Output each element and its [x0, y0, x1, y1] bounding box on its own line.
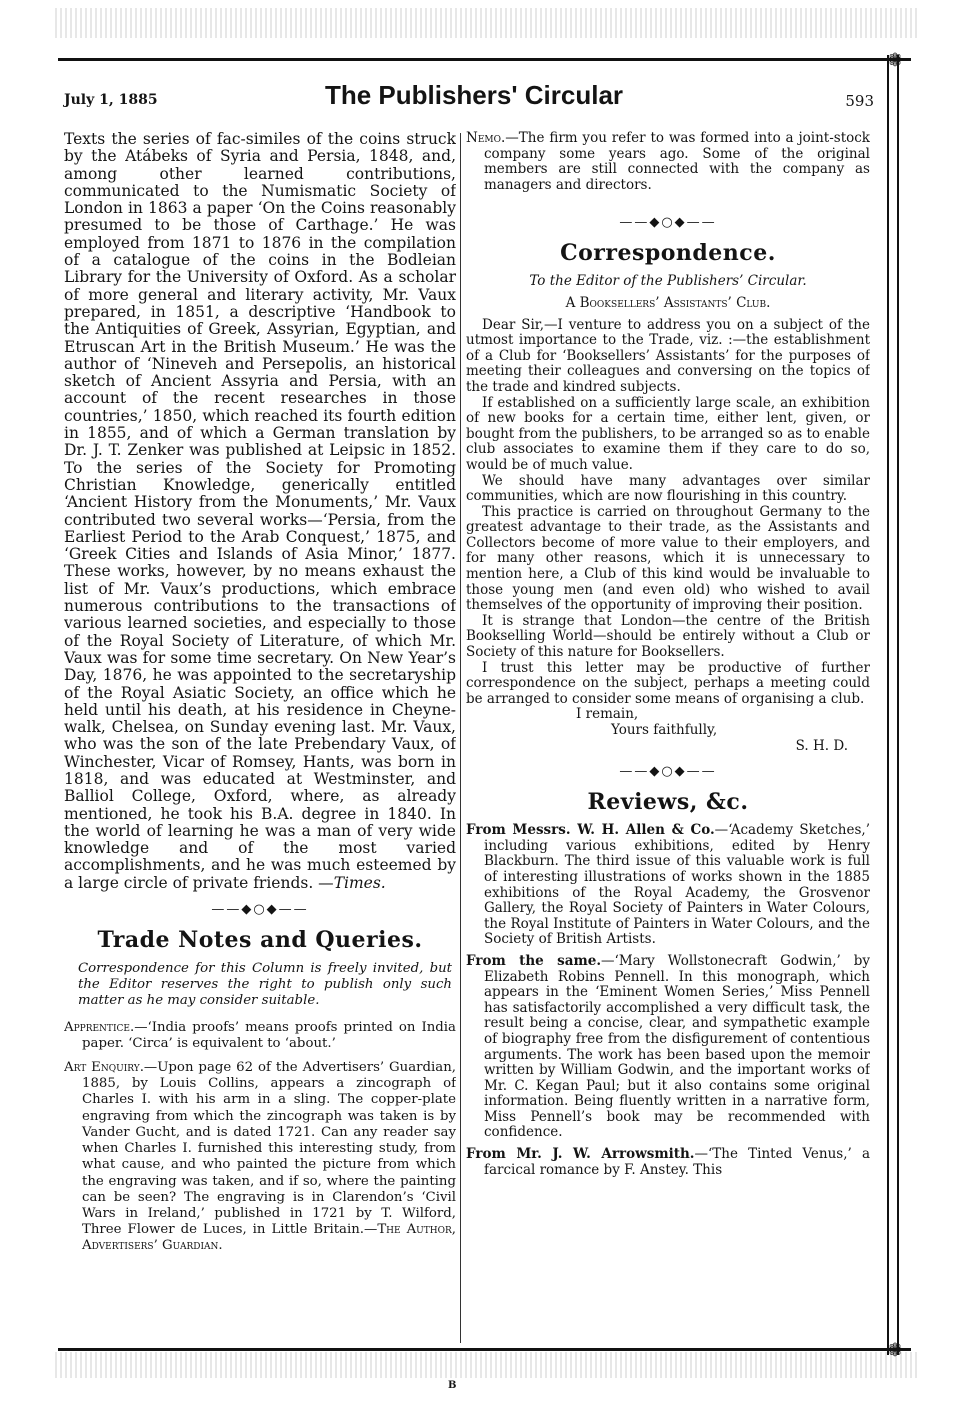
correspondence-heading: Correspondence. [560, 240, 776, 267]
top-rule [58, 58, 911, 61]
obituary-paragraph [64, 131, 456, 892]
nemo-label: Nemo. [466, 131, 506, 146]
nemo-reply [466, 131, 870, 193]
art-enquiry [64, 1060, 456, 1254]
obituary-source: Times. [333, 873, 386, 892]
letter-closing: I remain, [576, 706, 639, 723]
trade-intro: Correspondence for this Column is freely invited, but the Editor reserves the right to publish only such matter as he may consider suitable. [78, 961, 452, 1009]
art-enquiry-signature: The Author, Advertisers’ Guardian. [82, 1222, 456, 1254]
top-print-texture [55, 8, 919, 38]
corner-ornament-icon: ❁ [887, 1340, 903, 1361]
section-divider: ——◆○◆—— [619, 764, 717, 780]
review-entry [466, 1147, 870, 1178]
review-text: —‘The Tinted Venus,’ a farcical romance by F. Anstey. This [484, 1146, 870, 1178]
art-enquiry-label: Art Enquiry. [64, 1060, 144, 1076]
apprentice-text: —‘India proofs’ means proofs printed on India paper. ‘Circa’ is equivalent to ‘about.’ [82, 1019, 456, 1051]
review-entry [466, 954, 870, 1141]
review-entry [466, 823, 870, 948]
page-title: The Publishers' Circular [324, 80, 624, 110]
letter-paragraph: If established on a sufficiently large scale, an exhibition of new books for a certain time, either lent, given, or bought from the publishers, to be arranged so as to enable club associates to examine them if they care to do so, would be of much value. [466, 394, 870, 473]
review-text: —‘Mary Wollstonecraft Godwin,’ by Elizabeth Robins Pennell. In this monograph, which appears in the ‘Eminent Women Series,’ Miss Pennell has satisfactorily accomplished a very difficult task, the result being a concise, clear, and sympathetic example of biography free from the disfigurement of contentious arguments. The work has been based upon the memoir written by William Godwin, and the important works of Mr. C. Kegan Paul; but it also contains some original information. Being fluently written in a narrative form, Miss Pennell’s book may be recommended with confidence. [484, 952, 870, 1141]
page-header [64, 80, 884, 120]
signature-mark: B [448, 1380, 457, 1391]
nemo-text: —The firm you refer to was formed into a joint-stock company some years ago. Some of the original members are still connected with the company as managers and directors. [484, 131, 870, 193]
letter-paragraph: It is strange that London—the centre of the British Bookselling World—should be entirely without a Club or Society of this nature for Booksellers. [466, 612, 870, 661]
review-text: —‘Academy Sketches,’ including various exhibitions, edited by Henry Blackburn. The third issue of this valuable work is full of interesting illustrations of works shown in the 1885 exhibitions of the Royal Academy, the Grosvenor Gallery, the Royal Society of Painters in Water Colours, the Royal Institute of Painters in Water Colours, and the Society of British Artists. [484, 822, 870, 948]
art-enquiry-text: —Upon page 62 of the Advertisers’ Guardian, 1885, by Louis Collins, appears a zincograph of Charles I. with his arm in a sling. The copper-plate engraving from which the zincograph was taken is by Vander Gucht, and is dated 1721. Can any reader say when Charles I. furnished this interesting study, from what cause, and who painted the picture from which the engraving was taken, and if so, where the painting can be seen? The engraving is in Clarendon’s ‘Civil Wars in Ireland,’ published in 1721 by T. Wilford, Three Flower de Luces, in Little Britain.— [82, 1060, 456, 1238]
reviews-heading: Reviews, &c. [587, 789, 749, 816]
page-number: 593 [845, 92, 874, 110]
obituary-text: Texts the series of fac-similes of the coins struck by the Atábeks of Syria and Persia, 1848, and, among other learned contributions, communicated to the Numismatic Society of London in 1863 a paper ‘On the Coins reasonably presumed to be those of Carthage.’ He was employed from 1871 to 1876 in the compilation of a catalogue of the coins in the Bodleian Library for the University of Oxford. As a scholar of more general and literary activity, Mr. Vaux prepared, in 1851, a descriptive ‘Handbook to the Antiquities of Greek, Assyrian, Egyptian, and Etruscan Art in the British Museum.’ He was the author of ‘Nineveh and Persepolis, an historical sketch of Ancient Assyria and Persia, with an account of the recent researches in those countries,’ 1850, which reached its fourth edition in 1855, and of which a German translation by Dr. J. T. Zenker was published at Leipsic in 1852. To the series of the Society for Promoting Christian Knowledge, generically entitled ‘Ancient History from the Monuments,’ Mr. Vaux contributed two several works—‘Persia, from the Earliest Period to the Arab Conquest,’ 1875, and ‘Greek Cities and Islands of Asia Minor,’ 1877. These works, however, by no means exhaust the list of Mr. Vaux’s productions, which embrace numerous contributions to the transactions of various learned societies, and especially to those of the Royal Society of Literature, of which Mr. Vaux was for some time secretary. On New Year’s Day, 1876, he was appointed to the secretaryship of the Royal Asiatic Society, an office which he held until his death, at his residence in Cheyne-walk, Chelsea, on Sunday evening last. Mr. Vaux, who was the son of the late Prebendary Vaux, of Winchester, Vicar of Romsey, Hants, was born in 1818, and was educated at Westminster, and Balliol College, Oxford, where, as already mentioned, he took his B.A. degree in 1840. In the world of learning he was a man of very wide knowledge and of the most varied accomplishments, and he was much esteemed by a large circle of private friends. — [64, 131, 456, 892]
review-source: From the same. [466, 952, 602, 969]
letter-signature: S. H. D. [795, 737, 848, 754]
column-divider [460, 133, 461, 1343]
apprentice-label: Apprentice. [64, 1019, 135, 1035]
letter-paragraph: This practice is carried on throughout Germany to the greatest advantage to their trade, as the Assistants and Collectors become of more value to their employers, and for many other reasons, which it is unnecessary to mention here, a Club of this kind would be invaluable to those young men (and even old) who wished to avail themselves of the opportunity of improving their position. [466, 503, 870, 614]
bottom-rule [58, 1348, 911, 1351]
letter-addressee: To the Editor of the Publishers’ Circular. [529, 273, 807, 290]
letter-paragraph: We should have many advantages over similar communities, which are now flourishing in this country. [466, 472, 870, 505]
letter-closing-yours: Yours faithfully, [611, 722, 718, 738]
issue-date: July 1, 1885 [64, 92, 158, 108]
review-source: From Messrs. W. H. Allen & Co. [466, 822, 715, 839]
section-divider: ——◆○◆—— [619, 215, 717, 231]
letter-paragraph: I trust this letter may be productive of further correspondence on the subject, perhaps a meeting could be arranged to consider some means of organising a club. [466, 659, 870, 707]
section-divider: ——◆○◆—— [211, 902, 309, 918]
right-column [466, 131, 870, 1334]
right-border-bar [887, 55, 899, 1355]
apprentice-query [64, 1020, 456, 1052]
letter-paragraph: Dear Sir,—I venture to address you on a subject of the utmost importance to the Trade, viz. :—the establishment of a Club for ‘Booksellers’ Assistants’ for the purposes of meeting their colleagues and conversing on the topics of the trade and kindred subjects. [466, 316, 870, 395]
trade-notes-heading: Trade Notes and Queries. [97, 927, 423, 954]
review-source: From Mr. J. W. Arrowsmith. [466, 1146, 695, 1163]
letter-title: A Booksellers’ Assistants’ Club. [565, 294, 771, 311]
bottom-print-texture [55, 1352, 919, 1378]
left-column [64, 131, 456, 1334]
corner-ornament-icon: ❁ [887, 50, 903, 71]
